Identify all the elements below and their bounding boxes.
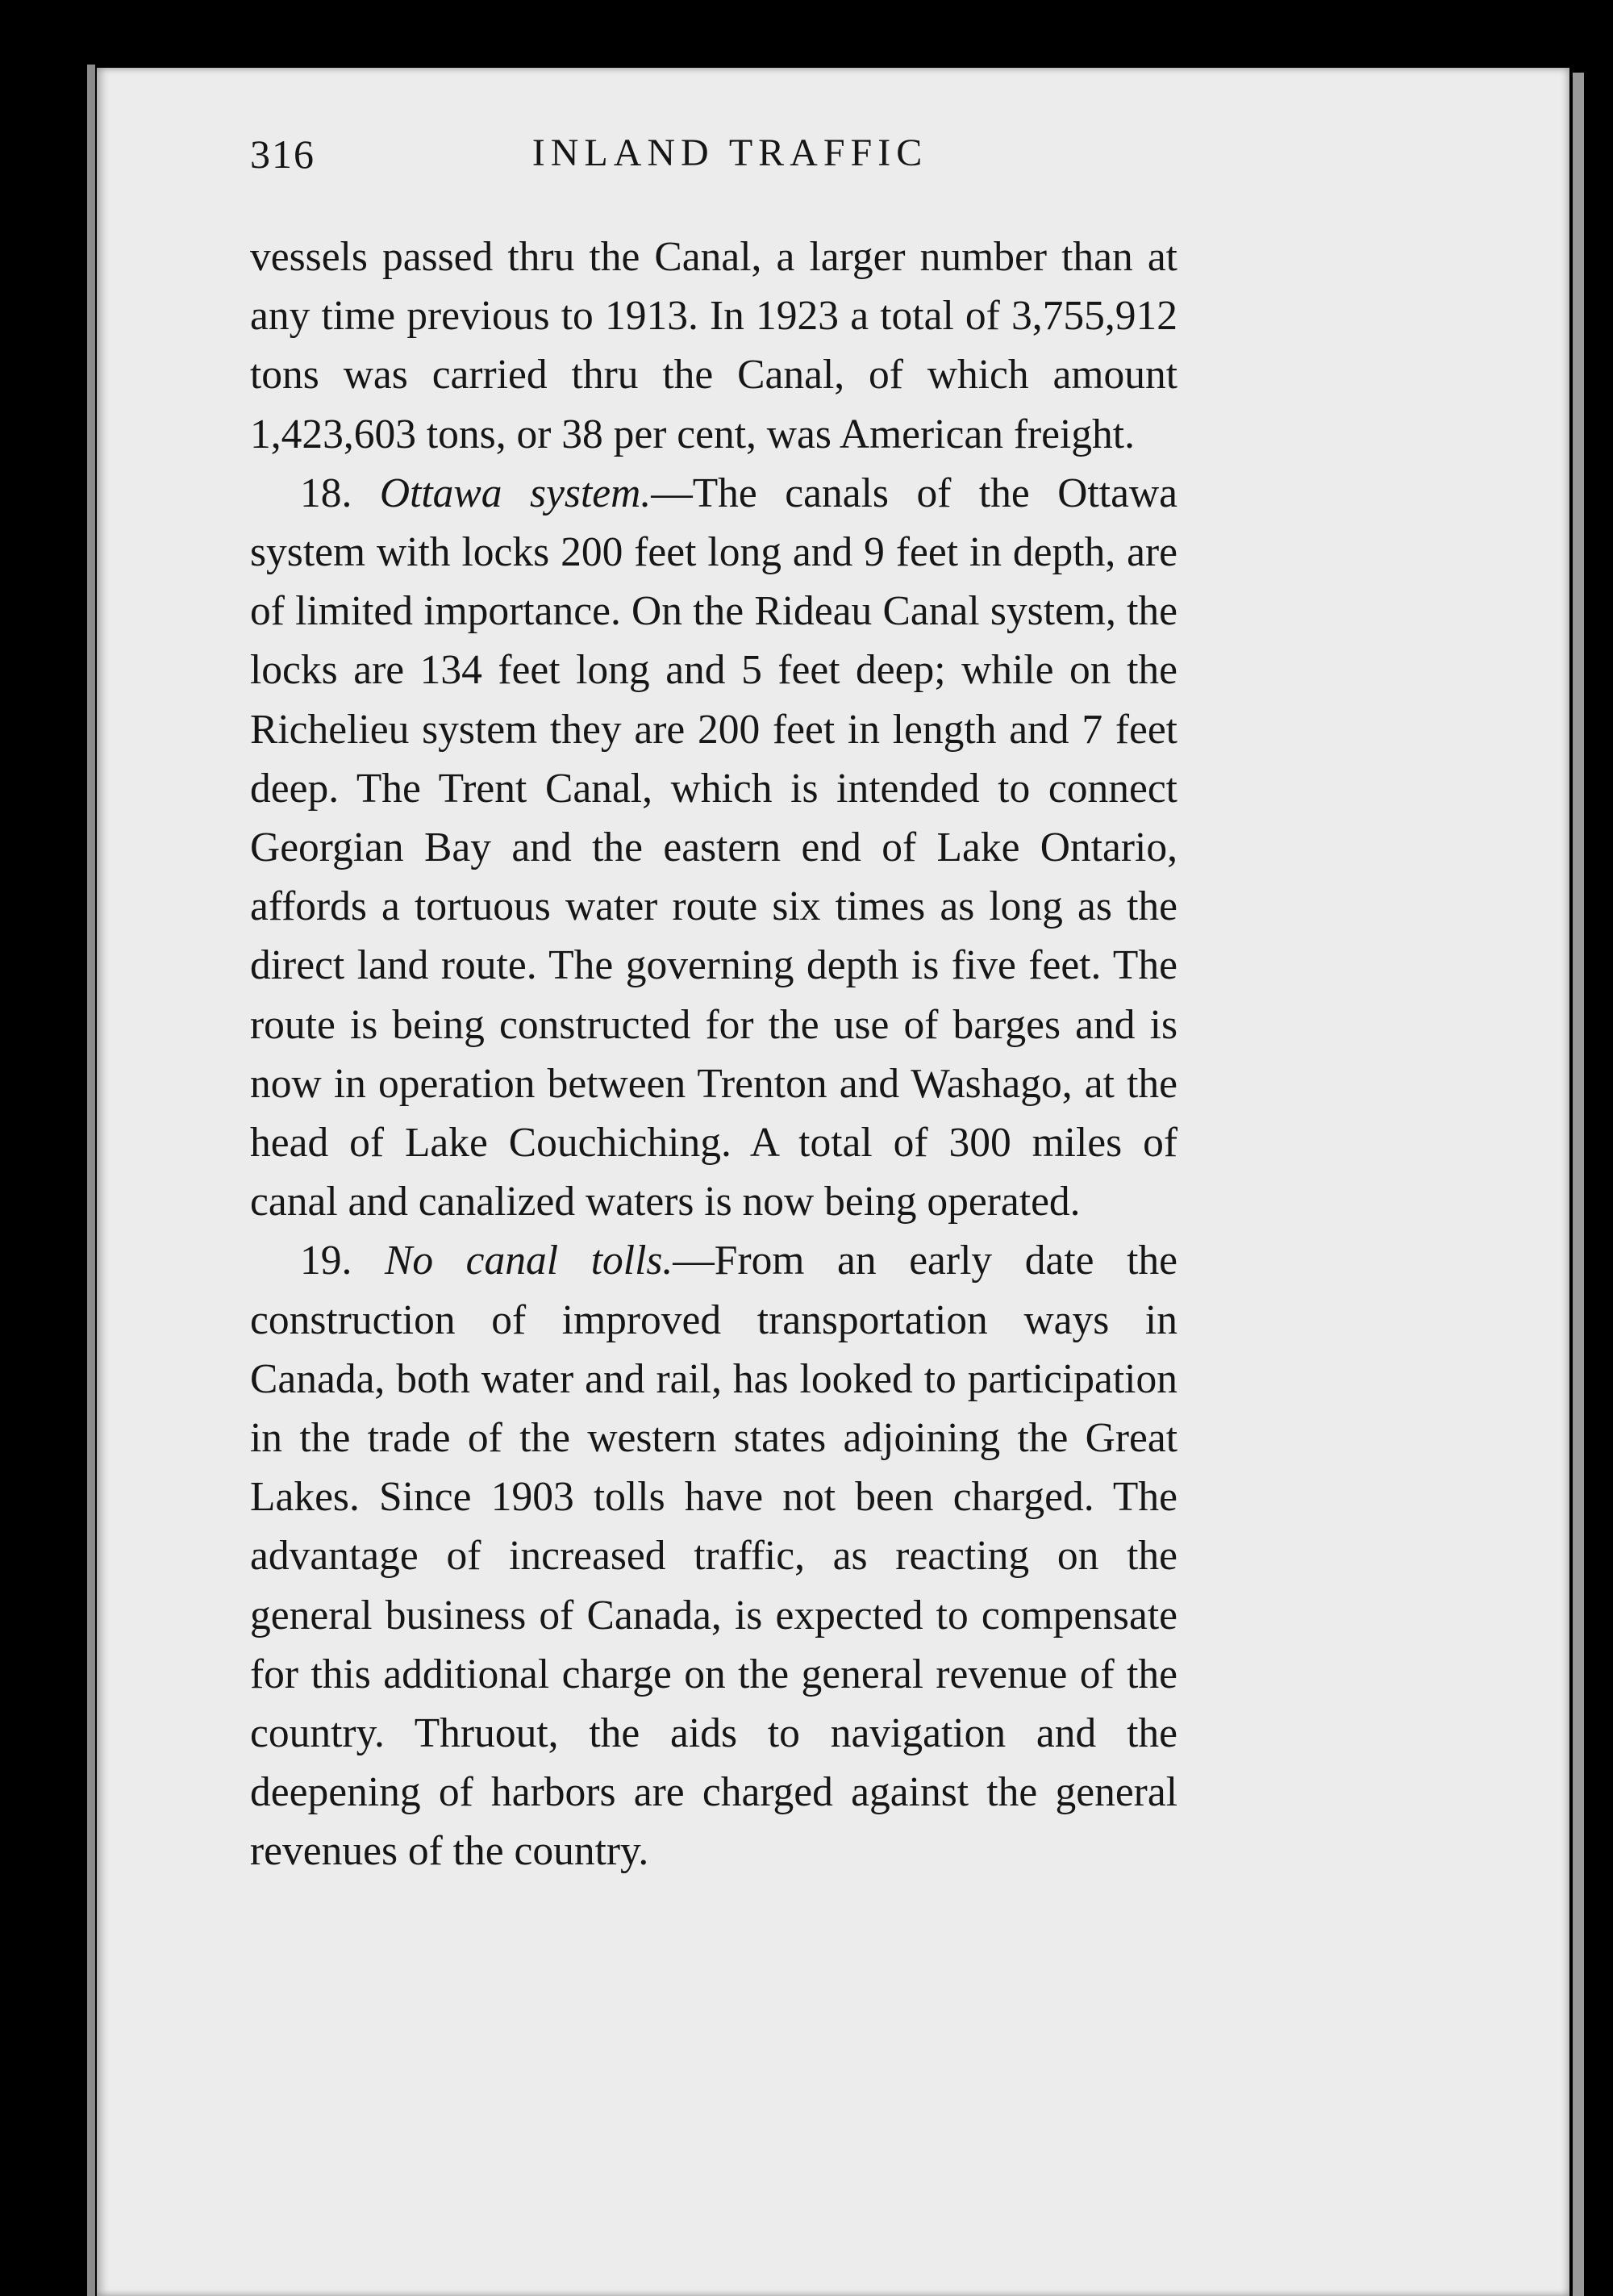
running-title: INLAND TRAFFIC bbox=[531, 131, 928, 174]
section-number: 19. bbox=[300, 1238, 352, 1284]
section-19-paragraph bbox=[250, 1231, 1177, 1881]
scan-left-edge bbox=[87, 65, 95, 2296]
section-text: —The canals of the Ottawa system with locks 200 feet long and 9 feet in depth, are of limited importance. On the Rideau Canal system, the locks are 134 feet long and 5 feet deep; while on the Richelieu system they are 200 feet in length and 7 feet deep. The Trent Canal, which is intended to connect Georgian Bay and the eastern end of Lake Ontario, affords a tortuous water route six times as long as the direct land route. The governing depth is five feet. The route is being constructed for the use of barges and is now in operation between Trenton and Washago, at the head of Lake Couchiching. A total of 300 miles of canal and canalized waters is now being operated. bbox=[250, 470, 1177, 1225]
section-text: —From an early date the construction of improved transportation ways in Canada, both water and rail, has looked to participation in the trade of the western states adjoining the Great Lakes. Since 1903 tolls have not been charged. The advantage of increased traffic, as reacting on the general business of Canada, is expected to compensate for this additional charge on the general revenue of the country. Thruout, the aids to navigation and the deepening of harbors are charged against the general revenues of the country. bbox=[250, 1238, 1178, 1875]
body-text bbox=[250, 228, 1177, 1881]
page-header bbox=[250, 131, 1177, 187]
paragraph-continued: vessels passed thru the Canal, a larger number than at any time previous to 1913. In 1923 a total of 3,755,912 tons was carried thru the Canal, of which amount 1,423,603 tons, or 38 per cent, was American freight. bbox=[250, 234, 1177, 457]
page-number: 316 bbox=[250, 131, 315, 177]
section-title: No canal tolls. bbox=[384, 1238, 673, 1284]
section-number: 18. bbox=[300, 470, 352, 516]
scan-right-edge bbox=[1573, 73, 1584, 2296]
section-18-paragraph bbox=[250, 464, 1177, 1232]
section-title: Ottawa system. bbox=[379, 470, 652, 516]
